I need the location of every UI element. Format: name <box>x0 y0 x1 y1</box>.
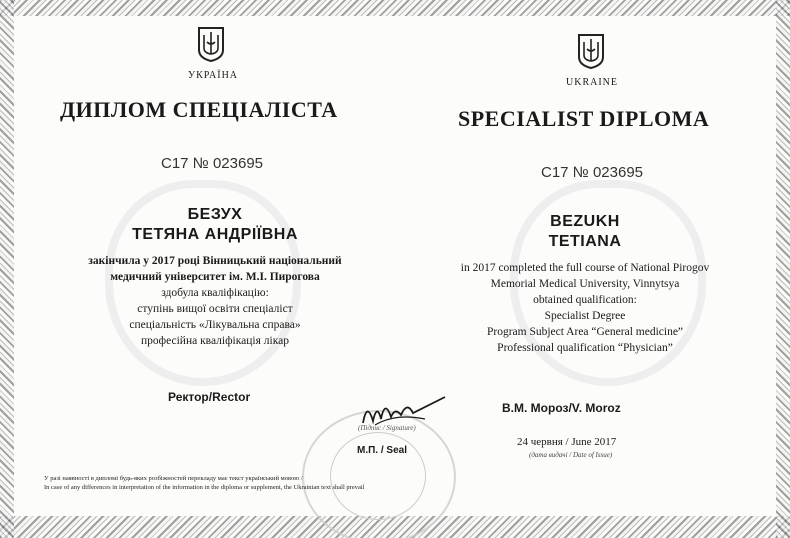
holder-name-uk <box>100 205 330 245</box>
text-line: obtained qualification: <box>533 294 637 306</box>
text-line: здобула кваліфікацію: <box>161 287 269 299</box>
text-line: закінчила у 2017 році Вінницький національний <box>88 255 342 267</box>
holder-given-names-en: TETIANA <box>548 233 622 250</box>
coat-of-arms-icon <box>196 26 226 62</box>
text-line: in 2017 completed the full course of National Pirogov <box>460 262 710 274</box>
text-line: Memorial Medical University, Vinnytsya <box>490 278 680 290</box>
ornamental-border-top <box>0 0 790 16</box>
seal-label: М.П. / Seal <box>357 445 407 456</box>
text-line: ступінь вищої освіти спеціаліст <box>137 303 293 315</box>
country-name-en: UKRAINE <box>566 77 618 88</box>
holder-name-en <box>460 212 710 252</box>
diploma-number-uk: C17 № 023695 <box>161 155 263 172</box>
text-line: професійна кваліфікація лікар <box>141 335 289 347</box>
country-name-uk: УКРАЇНА <box>187 70 239 81</box>
issue-date-label: (дата видачі / Date of Issue) <box>529 451 613 459</box>
footnote-en: In case of any differences in interpretation of the information in the diploma or supplement, the Ukrainian text shall prevail <box>44 484 365 491</box>
coat-of-arms-icon <box>576 33 606 69</box>
holder-surname-en: BEZUKH <box>550 213 620 230</box>
text-line: медичний університет ім. М.І. Пирогова <box>110 271 320 283</box>
ornamental-border-right <box>776 0 790 538</box>
diploma-title-en: SPECIALIST DIPLOMA <box>458 106 710 131</box>
rector-name: В.М. Мороз/V. Moroz <box>502 401 621 415</box>
ornamental-border-left <box>0 0 14 538</box>
diploma-title-uk: ДИПЛОМ СПЕЦІАЛІСТА <box>60 97 338 122</box>
holder-surname-uk: БЕЗУХ <box>187 206 243 223</box>
diploma-number-en: C17 № 023695 <box>541 164 643 181</box>
holder-given-names-uk: ТЕТЯНА АНДРІЇВНА <box>132 226 298 243</box>
text-line: Program Subject Area “General medicine” <box>486 326 684 338</box>
issue-date: 24 червня / June 2017 <box>517 436 617 448</box>
qualification-text-uk <box>80 253 350 349</box>
text-line: спеціальність «Лікувальна справа» <box>129 319 301 331</box>
footnote-uk: У разі наявності в дипломі будь-яких розбіжностей перекладу має текст український мовою / <box>44 475 303 482</box>
rector-label: Ректор/Rector <box>168 390 251 404</box>
qualification-text-en <box>440 260 730 356</box>
signature-label: (Підпис / Signature) <box>358 424 416 432</box>
text-line: Specialist Degree <box>544 310 626 322</box>
text-line: Professional qualification “Physician” <box>497 342 673 354</box>
